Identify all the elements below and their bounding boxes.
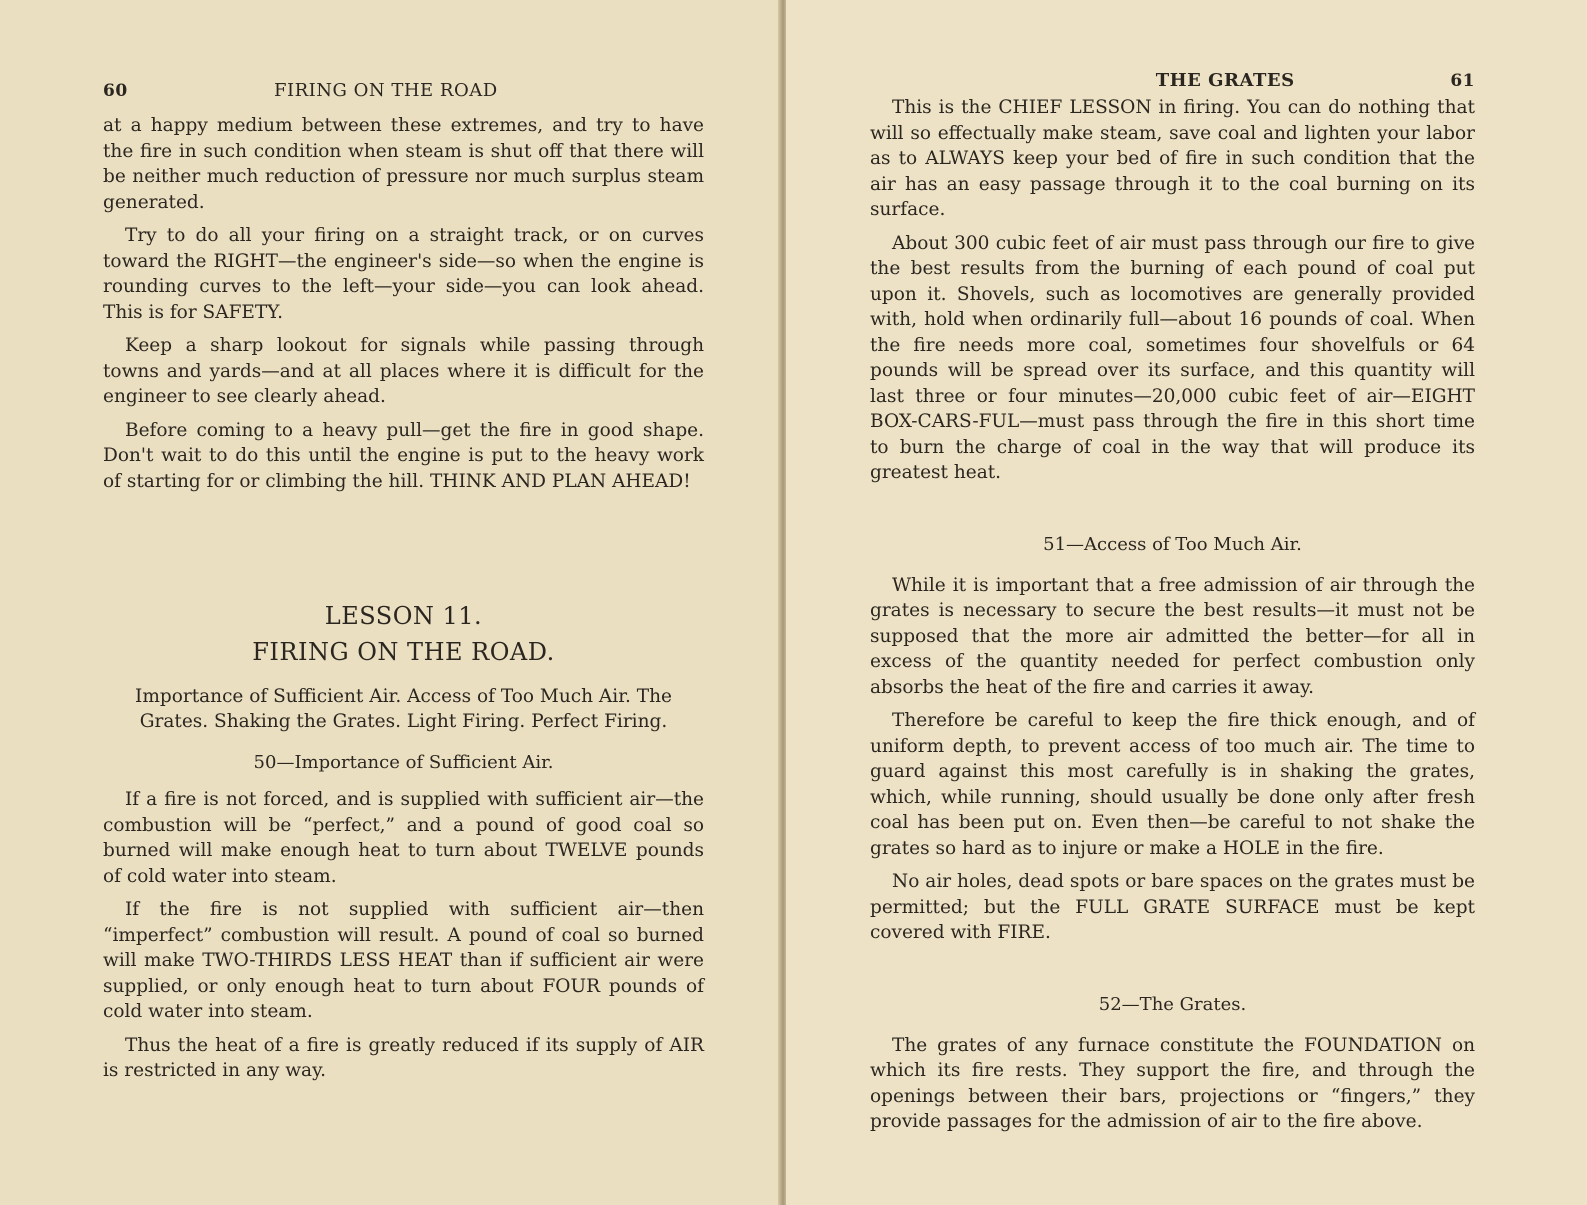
paragraph: Keep a sharp lookout for signals while passing through towns and yards—and at all places where it is difficult for the engineer to see clearly ahead. [103, 335, 704, 407]
right-page [786, 0, 1587, 1205]
paragraph: If a fire is not forced, and is supplied with sufficient air—the combustion will be “perfect,” and a pound of good coal so burned will make enough heat to turn about TWELVE pounds of cold water into steam. [103, 789, 704, 887]
right-page-header [870, 70, 1475, 91]
paragraph: Thus the heat of a fire is greatly reduced if its supply of AIR is restricted in any way. [103, 1034, 704, 1081]
left-page [0, 0, 780, 1205]
page-number: 61 [1450, 71, 1475, 91]
lesson-heading [103, 602, 704, 666]
running-head: THE GRATES [1155, 70, 1295, 91]
paragraph: Therefore be careful to keep the fire thick enough, and of uniform depth, to prevent access of too much air. The time to guard against this most carefully is in shaking the grates, which, while running, should usually be done only after fresh coal has been put on. Even then—be careful to not shake the grates so hard as to injure or make a HOLE in the fire. [870, 710, 1475, 859]
paragraph: Before coming to a heavy pull—get the fire in good shape. Don't wait to do this until the engine is put to the heavy work of starting for or climbing the hill. THINK AND PLAN AHEAD! [103, 419, 704, 492]
paragraph: This is the CHIEF LESSON in firing. You can do nothing that will so effectually make steam, save coal and lighten your labor as to ALWAYS keep your bed of fire in such condition that the air has an easy passage through it to the coal burning on its surface. [870, 97, 1475, 220]
section-heading: 52—The Grates. [1098, 993, 1247, 1015]
running-head: FIRING ON THE ROAD [274, 80, 498, 101]
paragraph: While it is important that a free admission of air through the grates is necessary to secure the best results—it must not be supposed that the more air admitted the better—for all in excess of the quantity needed for perfect combustion only absorbs the heat of the fire and carries it away. [870, 574, 1475, 698]
paragraph: The grates of any furnace constitute the FOUNDATION on which its fire rests. They support the fire, and through the openings between their bars, projections or “fingers,” they provide passages for the admission of air to the fire above. [870, 1034, 1475, 1132]
paragraph: No air holes, dead spots or bare spaces on the grates must be permitted; but the FULL GRATE SURFACE must be kept covered with FIRE. [870, 871, 1475, 943]
left-page-header [103, 80, 704, 101]
lesson-summary: Importance of Sufficient Air. Access of Too Much Air. The Grates. Shaking the Grates. Light Firing. Perfect Firing. [135, 686, 672, 732]
section-heading: 51—Access of Too Much Air. [1043, 533, 1302, 555]
paragraph: Try to do all your firing on a straight track, or on curves toward the RIGHT—the engineer's side—so when the engine is rounding curves to the left—your side—you can look ahead. This is for SAFETY. [103, 225, 704, 323]
paragraph: About 300 cubic feet of air must pass through our fire to give the best results from the burning of each pound of coal put upon it. Shovels, such as locomotives are generally provided with, hold when ordinarily full—about 16 pounds of coal. When the fire needs more coal, sometimes four shovelfuls or 64 pounds will be spread over its surface, and this quantity will last three or four minutes—20,000 cubic feet of air—EIGHT BOX-CARS-FUL—must pass through the fire in this short time to burn the charge of coal in the way that will produce its greatest heat. [870, 232, 1475, 483]
paragraph: at a happy medium between these extremes, and try to have the fire in such condition when steam is shut off that there will be neither much reduction of pressure nor much surplus steam generated. [103, 115, 704, 213]
lesson-number: LESSON 11. [324, 602, 483, 630]
paragraph: If the fire is not supplied with sufficient air—then “imperfect” combustion will result. A pound of coal so burned will make TWO-THIRDS LESS HEAT than if sufficient air were supplied, or only enough heat to turn about FOUR pounds of cold water into steam. [103, 899, 704, 1022]
lesson-title: FIRING ON THE ROAD. [252, 638, 555, 666]
page-number: 60 [103, 81, 128, 101]
section-heading: 50—Importance of Sufficient Air. [253, 752, 554, 773]
